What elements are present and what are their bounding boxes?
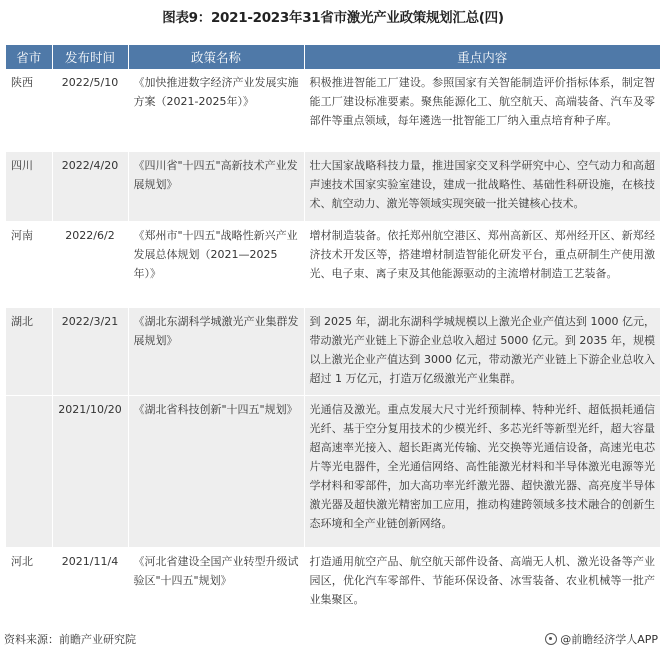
cell-content: 壮大国家战略科技力量，推进国家交叉科学研究中心、空气动力和高超声速技术国家实验室建设，建成一批战略性、基础性科研设施，在核技术、航空动力、激光等领域实现突破一批关键核心技术。	[304, 151, 660, 221]
cell-province: 河北	[6, 547, 52, 613]
header-policy: 政策名称	[128, 45, 304, 69]
table-row	[6, 221, 660, 307]
cell-date: 2021/11/4	[52, 547, 128, 613]
table-row	[6, 151, 660, 221]
cell-date: 2022/6/2	[52, 221, 128, 307]
brand-logo-icon	[545, 633, 557, 645]
cell-province	[6, 395, 52, 547]
header-date: 发布时间	[52, 45, 128, 69]
cell-content: 增材制造装备。依托郑州航空港区、郑州高新区、郑州经开区、新郑经济技术开发区等，搭建增材制造智能化研发平台，重点研制生产使用激光、电子束、离子束及其他能源驱动的主流增材制造工艺装备。	[304, 221, 660, 307]
cell-date: 2022/4/20	[52, 151, 128, 221]
cell-date: 2021/10/20	[52, 395, 128, 547]
cell-province: 湖北	[6, 307, 52, 395]
table-row	[6, 307, 660, 395]
brand-credit-label: @前瞻经济学人APP	[560, 633, 658, 646]
table-row	[6, 395, 660, 547]
brand-credit	[545, 631, 658, 647]
cell-content: 到 2025 年，湖北东湖科学城规模以上激光企业产值达到 1000 亿元，带动激光产业链上下游企业总收入超过 5000 亿元。到 2035 年，规模以上激光企业产值达到 3000 亿元，带动激光产业链上下游企业总收入超过 1 万亿元，打造万亿级激光产业集群。	[304, 307, 660, 395]
cell-province: 四川	[6, 151, 52, 221]
table-row	[6, 547, 660, 613]
cell-province: 陕西	[6, 69, 52, 151]
cell-content: 打造通用航空产品、航空航天部件设备、高端无人机、激光设备等产业园区，优化汽车零部件、节能环保设备、冰雪装备、农业机械等一批产业集聚区。	[304, 547, 660, 613]
cell-date: 2022/3/21	[52, 307, 128, 395]
header-province: 省市	[6, 45, 52, 69]
cell-content: 积极推进智能工厂建设。参照国家有关智能制造评价指标体系，制定智能工厂建设标准要素。聚焦能源化工、航空航天、高端装备、汽车及零部件等重点领域，每年遴选一批智能工厂纳入重点培育种子库。	[304, 69, 660, 151]
table-header-row	[6, 45, 660, 69]
cell-policy: 《河北省建设全国产业转型升级试验区"十四五"规划》	[128, 547, 304, 613]
policy-table	[6, 45, 660, 614]
header-content: 重点内容	[304, 45, 660, 69]
figure-title: 图表9：2021-2023年31省市激光产业政策规划汇总(四)	[162, 10, 504, 26]
source-note: 资料来源：前瞻产业研究院	[4, 633, 136, 646]
cell-date: 2022/5/10	[52, 69, 128, 151]
table-row	[6, 69, 660, 151]
cell-policy: 《加快推进数字经济产业发展实施方案（2021-2025年）》	[128, 69, 304, 151]
cell-policy: 《四川省"十四五"高新技术产业发展规划》	[128, 151, 304, 221]
cell-policy: 《湖北东湖科学城激光产业集群发展规划》	[128, 307, 304, 395]
cell-policy: 《湖北省科技创新"十四五"规划》	[128, 395, 304, 547]
cell-content: 光通信及激光。重点发展大尺寸光纤预制棒、特种光纤、超低损耗通信光纤、基于空分复用技术的少模光纤、多芯光纤等新型光纤，超大容量超高速率光接入、超长距离光传输、光交换等光通信设备，高速光电芯片等光电器件，全光通信网络、高性能激光材料和半导体激光电源等光学材料和零部件，加大高功率光纤激光器、超快激光器、高亮度半导体激光器及超快激光精密加工应用，推动构建跨领域多技术融合的创新生态环境和全产业链创新网络。	[304, 395, 660, 547]
cell-policy: 《郑州市"十四五"战略性新兴产业发展总体规划（2021—2025年）》	[128, 221, 304, 307]
cell-province: 河南	[6, 221, 52, 307]
